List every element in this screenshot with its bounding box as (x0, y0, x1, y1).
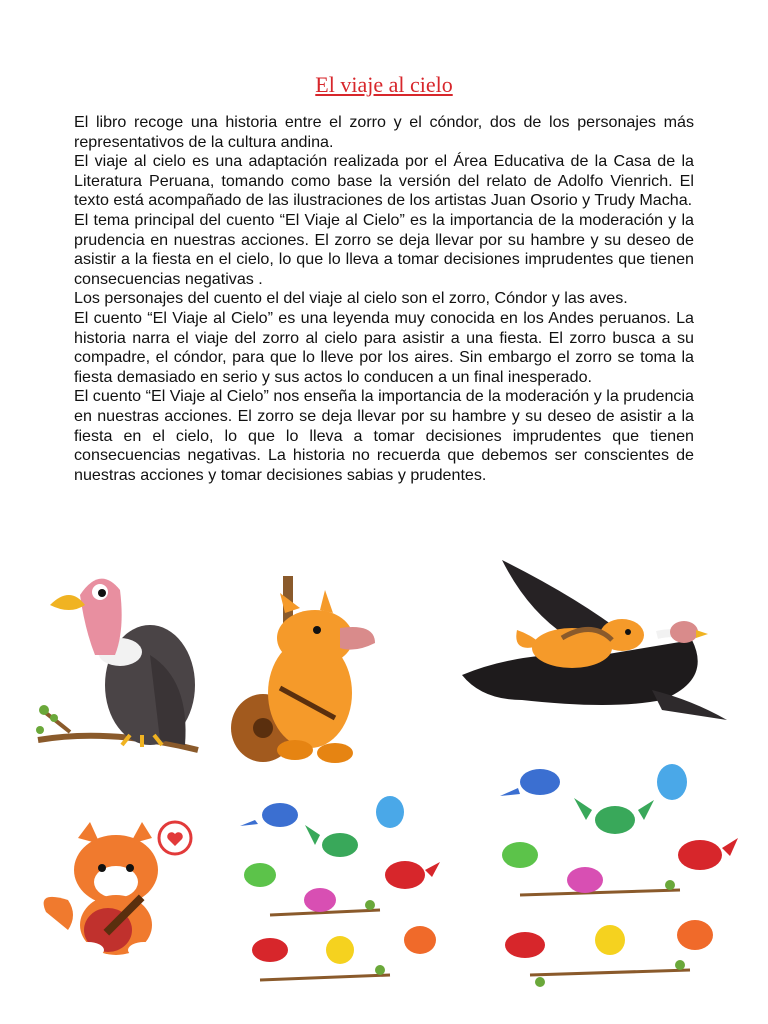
paragraph: El tema principal del cuento “El Viaje al Cielo” es la importancia de la moderación y la prudencia en nuestras acciones. El zorro se deja llevar por su hambre y su deseo de asistir a la fiesta en el cielo, lo que lo lleva a tomar decisiones imprudentes que tienen consecuencias negativas . (74, 210, 694, 288)
birds-group-illustration (230, 790, 450, 1005)
paragraph: Los personajes del cuento el del viaje al cielo son el zorro, Cóndor y las aves. (74, 289, 628, 308)
condor-perched-illustration (30, 560, 200, 755)
fox-with-guitar-illustration (225, 568, 385, 768)
paragraph: El libro recoge una historia entre el zorro y el cóndor, dos de los personajes más representativos de la cultura andina. (74, 113, 694, 151)
document-title: El viaje al cielo (315, 72, 453, 97)
paragraph: El viaje al cielo es una adaptación realizada por el Área Educativa de la Casa de la Literatura Peruana, tomando como base la versión del relato de Adolfo Vienrich. El texto está acompañado de las ilustraciones de los artistas Juan Osorio y Trudy Macha. (74, 152, 694, 210)
cute-fox-guitar-heart-illustration (38, 820, 198, 960)
paragraph: El cuento “El Viaje al Cielo” nos enseña la importancia de la moderación y la prudencia en nuestras acciones. El zorro se deja llevar por su hambre y su deseo de asistir a la fiesta en el cielo, lo que lo lleva a tomar decisiones imprudentes que tienen consecuencias negativas. La historia no recuerda que debemos ser conscientes de nuestras acciones y tomar decisiones sabias y prudentes. (74, 387, 694, 484)
condor-carrying-fox-illustration (462, 560, 732, 725)
document-body (74, 113, 694, 485)
birds-group-illustration (480, 760, 742, 1005)
paragraph: El cuento “El Viaje al Cielo” es una leyenda muy conocida en los Andes peruanos. La historia narra el viaje del zorro al cielo para asistir a una fiesta. El zorro busca a su compadre, el cóndor, para que lo lleve por los aires. Sin embargo el zorro se toma la fiesta demasiado en serio y sus actos lo conducen a un final inesperado. (74, 308, 694, 386)
